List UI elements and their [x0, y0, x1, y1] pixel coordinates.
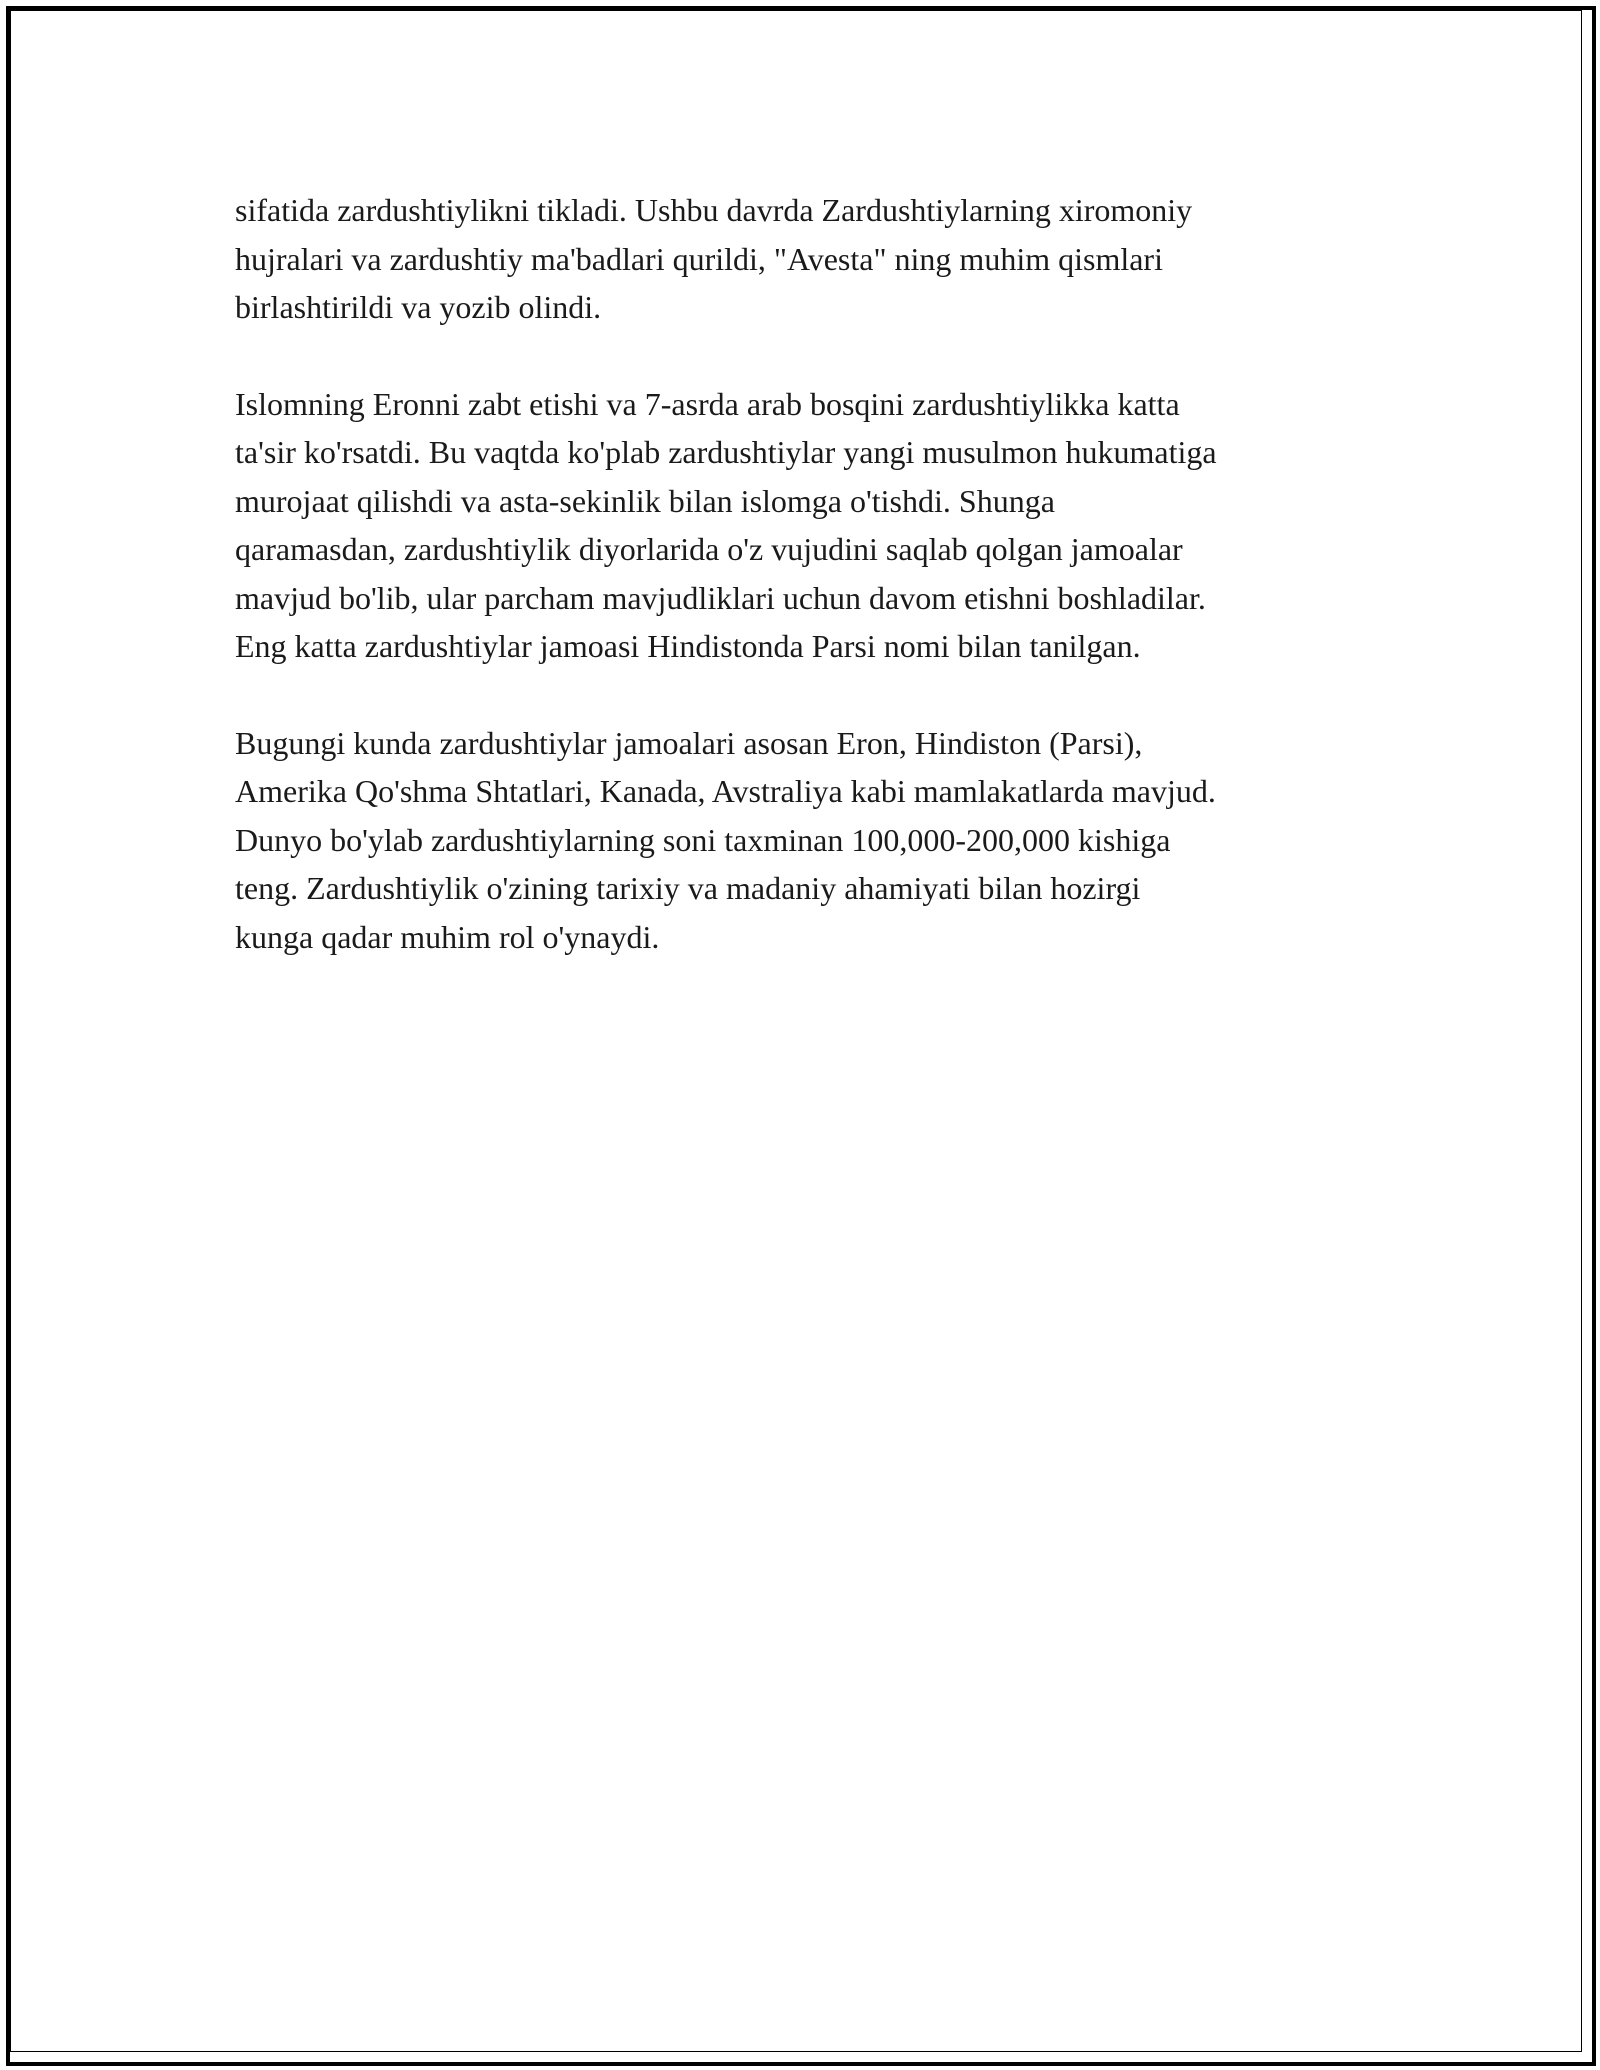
paragraph-1: sifatida zardushtiylikni tikladi. Ushbu davrda Zardushtiylarning xiromoniy hujralari va zardushtiy ma'badlari qurildi, "Avesta" ning muhim qismlari birlashtirildi va yozib olindi. — [235, 192, 1193, 325]
document-body — [235, 186, 1385, 1009]
paragraph-3: Bugungi kunda zardushtiylar jamoalari asosan Eron, Hindiston (Parsi), Amerika Qo'shma Shtatlari, Kanada, Avstraliya kabi mamlakatlarda mavjud. Dunyo bo'ylab zardushtiylarning soni taxminan 100,000-200,000 kishiga teng. Zardushtiylik o'zining tarixiy va madaniy ahamiyati bilan hozirgi kunga qadar muhim rol o'ynaydi. — [235, 724, 1216, 955]
paragraph-2: Islomning Eronni zabt etishi va 7-asrda arab bosqini zardushtiylikka katta ta'sir ko'rsatdi. Bu vaqtda ko'plab zardushtiylar yangi musulmon hukumatiga murojaat qilishdi va asta-sekinlik bilan islomga o'tishdi. Shunga qaramasdan, zardushtiylik diyorlarida o'z vujudini saqlab qolgan jamoalar mavjud bo'lib, ular parcham mavjudliklari uchun davom etishni boshladilar. Eng katta zardushtiylar jamoasi Hindistonda Parsi nomi bilan tanilgan. — [235, 385, 1217, 664]
